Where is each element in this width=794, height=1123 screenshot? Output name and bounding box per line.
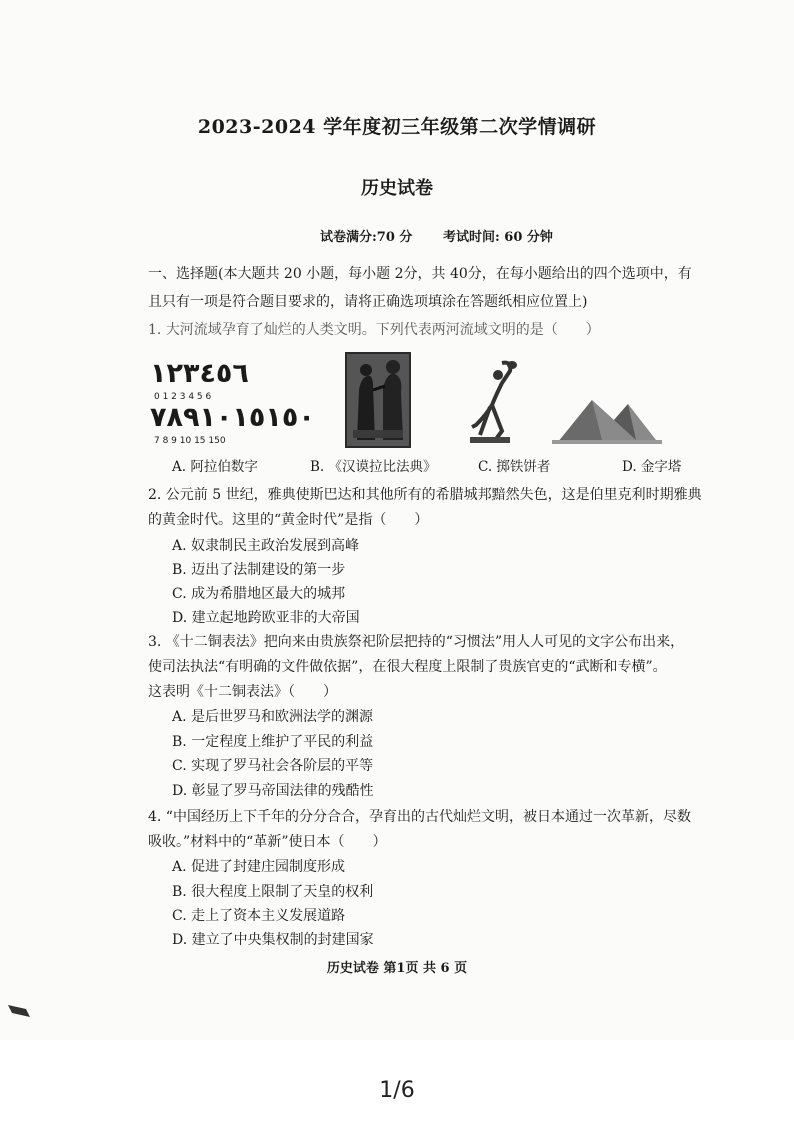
section-heading-line-2: 且只有一项是符合题目要求的，请将正确选项填涂在答题纸相应位置上) [148, 294, 588, 310]
hammurabi-stele-image [343, 350, 413, 450]
q2-stem-line-2: 的黄金时代。这里的“黄金时代”是指（ ） [148, 512, 429, 528]
q1-stem: 1. 大河流域孕育了灿烂的人类文明。下列代表两河流域文明的是（ ） [148, 322, 600, 338]
q2-option-c: C. 成为希腊地区最大的城邦 [172, 586, 346, 602]
numerals-digits-2: 7 8 9 10 15 150 [154, 436, 226, 446]
exam-subtitle: 历史试卷 [361, 178, 433, 199]
q4-stem-line-2: 吸收。”材料中的“革新”使日本（ ） [148, 834, 387, 850]
exam-title: 2023-2024 学年度初三年级第二次学情调研 [197, 116, 597, 138]
q1-option-d: D. 金字塔 [622, 459, 682, 475]
q3-option-d: D. 彰显了罗马帝国法律的残酷性 [172, 783, 374, 799]
q3-stem-line-3: 这表明《十二铜表法》（ ） [148, 684, 337, 700]
exam-time: 考试时间: 60 分钟 [442, 230, 553, 245]
exam-meta [320, 226, 579, 245]
full-score: 试卷满分:70 分 [320, 230, 413, 245]
q2-option-d: D. 建立起地跨欧亚非的大帝国 [172, 610, 360, 626]
pyramid-image [552, 380, 662, 450]
q4-option-b: B. 很大程度上限制了天皇的权利 [172, 884, 374, 900]
q4-option-d: D. 建立了中央集权制的封建国家 [172, 932, 374, 948]
q3-stem-line-1: 3. 《十二铜表法》把向来由贵族祭祀阶层把持的“习惯法”用人人可见的文字公布出来， [148, 634, 685, 650]
discus-thrower-image [462, 355, 522, 445]
q2-option-b: B. 迈出了法制建设的第一步 [172, 562, 346, 578]
page-indicator: 1/6 [379, 1078, 415, 1103]
q3-option-c: C. 实现了罗马社会各阶层的平等 [172, 758, 374, 774]
page-footer: 历史试卷 第1页 共 6 页 [326, 961, 468, 976]
arabic-numerals-image [150, 358, 315, 450]
q2-stem-line-1: 2. 公元前 5 世纪，雅典使斯巴达和其他所有的希腊城邦黯然失色，这是伯里克利时期雅典 [148, 487, 702, 503]
numerals-row-1: ١٢٣٤٥٦ [150, 358, 249, 389]
q3-option-b: B. 一定程度上维护了平民的利益 [172, 734, 374, 750]
q2-option-a: A. 奴隶制民主政治发展到高峰 [172, 538, 360, 554]
q3-stem-line-2: 使司法执法“有明确的文件做依据”，在很大程度上限制了贵族官吏的“武断和专横”。 [148, 659, 667, 675]
numerals-row-2: ٧٨٩١٠١٥١٥٠ [150, 402, 315, 433]
q3-option-a: A. 是后世罗马和欧洲法学的渊源 [172, 709, 374, 725]
scan-mark [8, 1003, 30, 1017]
q1-option-a: A. 阿拉伯数字 [172, 459, 258, 475]
section-heading-line-1: 一、选择题(本大题共 20 小题，每小题 2分，共 40分，在每小题给出的四个选项中，有 [148, 266, 692, 282]
q1-option-b: B. 《汉谟拉比法典》 [310, 459, 437, 475]
q4-stem-line-1: 4. “中国经历上下千年的分分合合，孕育出的古代灿烂文明，被日本通过一次革新，尽数 [148, 809, 691, 825]
q1-option-c: C. 掷铁饼者 [478, 459, 551, 475]
numerals-digits-1: 0 1 2 3 4 5 6 [154, 392, 212, 402]
q4-option-c: C. 走上了资本主义发展道路 [172, 908, 346, 924]
q4-option-a: A. 促进了封建庄园制度形成 [172, 859, 346, 875]
